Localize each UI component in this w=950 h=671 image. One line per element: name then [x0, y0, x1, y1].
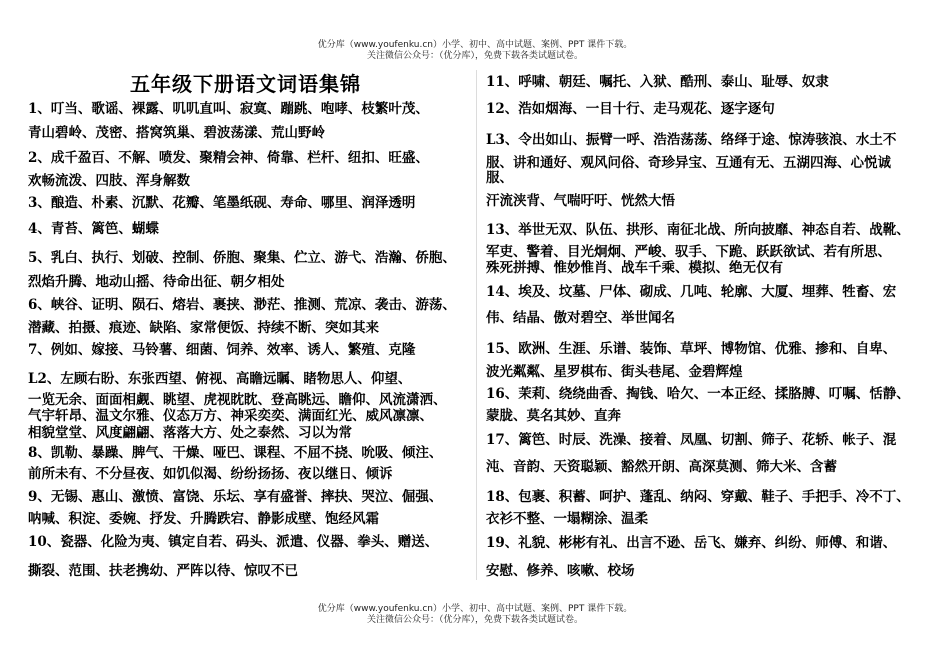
left-line-19: 呐喊、积淀、委婉、抒发、升腾跌宕、静影成壁、饱经风霜 — [28, 511, 379, 527]
left-line-13: 一览无余、面面相觑、眺望、虎视眈眈、登高眺远、瞻仰、风流潇洒、 — [28, 392, 447, 408]
right-line-19: 衣衫不整、一塌糊涂、温柔 — [486, 511, 648, 527]
document-title: 五年级下册语文词语集锦 — [130, 72, 361, 96]
right-line-20: 19、礼貌、彬彬有礼、出言不逊、岳飞、嫌弃、纠纷、师傅、和谐、 — [486, 535, 897, 551]
right-line-12: 15、欧洲、生涯、乐谱、装饰、草坪、博物馆、优雅、掺和、自卑、 — [486, 341, 897, 357]
right-line-4: 服、讲和通好、观风问俗、奇珍异宝、互通有无、五湖四海、心悦诚 — [486, 155, 891, 171]
right-line-21: 安慰、修养、咳嗽、校场 — [486, 563, 635, 579]
left-line-16: 8、凯勒、暴躁、脾气、干燥、哑巴、课程、不屈不挠、吮吸、倾注、 — [28, 445, 443, 461]
right-line-17: 沌、音韵、天资聪颖、豁然开朗、高深莫测、筛大米、含蓄 — [486, 459, 837, 475]
left-line-1: 1、叮当、歌谣、裸露、叽叽直叫、寂寞、蹦跳、咆哮、枝繁叶茂、 — [28, 101, 429, 117]
right-line-1: 11、呼啸、朝廷、嘱托、入狱、酷刑、泰山、耻辱、奴隶 — [486, 74, 829, 90]
right-line-16: 17、篱笆、时辰、洗澡、接着、凤凰、切割、筛子、花轿、帐子、混 — [486, 432, 897, 448]
left-line-12: L2、左顾右盼、东张西望、俯视、高瞻远瞩、睹物思人、仰望、 — [28, 371, 412, 387]
right-line-10: 14、埃及、坟墓、尸体、砌成、几吨、轮廓、大厦、埋葬、牲畜、宏 — [486, 284, 897, 300]
column-divider — [476, 70, 477, 580]
left-line-7: 5、乳白、执行、划破、控制、侨胞、聚集、伫立、游弋、浩瀚、侨胞、 — [28, 250, 456, 266]
right-line-9: 殊死拼搏、惟妙惟肖、战车千乘、模拟、绝无仅有 — [486, 260, 783, 276]
left-line-11: 7、例如、嫁接、马铃薯、细菌、饲养、效率、诱人、繁殖、克隆 — [28, 342, 416, 358]
page-header — [0, 40, 950, 62]
right-line-3: L3、令出如山、振臂一呼、浩浩荡荡、络绎于途、惊涛骇浪、水土不 — [486, 132, 897, 148]
right-line-7: 13、举世无双、队伍、拱形、南征北战、所向披靡、神态自若、战靴、 — [486, 222, 910, 238]
left-line-20: 10、瓷器、化险为夷、镇定自若、码头、派遣、仪器、拳头、赠送、 — [28, 534, 439, 550]
left-line-5: 3、酿造、朴素、沉默、花瓣、笔墨纸砚、寿命、哪里、润泽透明 — [28, 195, 416, 211]
left-line-21: 撕裂、范围、扶老携幼、严阵以待、惊叹不已 — [28, 563, 298, 579]
right-line-8: 军吏、警着、目光炯炯、严峻、驭手、下跪、跃跃欲试、若有所思、 — [486, 244, 891, 260]
footer-line-2: 关注微信公众号：（优分库），免费下载各类试题试卷。 — [366, 615, 583, 625]
footer-line-1: 优分库（www.youfenku.cn）小学、初中、高中试题、案例、PPT 课件下载。 — [317, 604, 633, 614]
left-line-10: 潜藏、拍摄、痕迹、缺陷、家常便饭、持续不断、突如其来 — [28, 320, 379, 336]
left-line-4: 欢畅流泼、四肢、浑身解数 — [28, 173, 190, 189]
left-line-15: 相貌堂堂、风度翩翩、落落大方、处之泰然、习以为常 — [28, 425, 352, 441]
left-line-6: 4、青苔、篱笆、蝴蝶 — [28, 221, 159, 237]
left-line-17: 前所未有、不分昼夜、如饥似渴、纷纷扬扬、夜以继日、倾诉 — [28, 466, 393, 482]
left-line-14: 气宇轩昂、温文尔雅、仪态万方、神采奕奕、满面红光、威风凛凛、 — [28, 408, 433, 424]
right-line-6: 汗流浃背、气喘吁吁、恍然大悟 — [486, 193, 675, 209]
header-line-2: 关注微信公众号：（优分库），免费下载各类试题试卷。 — [366, 51, 583, 61]
left-line-8: 烈焰升腾、地动山摇、待命出征、朝夕相处 — [28, 274, 285, 290]
header-line-1: 优分库（www.youfenku.cn）小学、初中、高中试题、案例、PPT 课件下载。 — [317, 40, 633, 50]
right-line-13: 波光粼粼、星罗棋布、街头巷尾、金碧辉煌 — [486, 364, 743, 380]
right-line-5: 服、 — [486, 170, 513, 186]
right-line-2: 12、浩如烟海、一目十行、走马观花、逐字逐句 — [486, 101, 775, 117]
right-line-14: 16、茉莉、绕绕曲香、掏钱、哈欠、一本正经、揉胳膊、叮嘱、恬静、 — [486, 386, 910, 402]
page-footer — [0, 604, 950, 626]
right-line-11: 伟、结晶、傲对碧空、举世闻名 — [486, 310, 675, 326]
left-line-18: 9、无锡、惠山、激愤、富饶、乐坛、享有盛誉、摔抉、哭泣、倔强、 — [28, 489, 443, 505]
right-line-18: 18、包裹、积蓄、呵护、蓬乱、纳闷、穿戴、鞋子、手把手、冷不丁、 — [486, 489, 910, 505]
left-line-3: 2、成千盈百、不解、喷发、聚精会神、倚靠、栏杆、纽扣、旺盛、 — [28, 150, 429, 166]
left-line-2: 青山碧岭、茂密、搭窝筑巢、碧波荡漾、荒山野岭 — [28, 125, 325, 141]
right-line-15: 蒙胧、莫名其妙、直奔 — [486, 408, 621, 424]
left-line-9: 6、峡谷、证明、陨石、熔岩、裹挟、渺茫、推测、荒凉、袭击、游荡、 — [28, 297, 456, 313]
